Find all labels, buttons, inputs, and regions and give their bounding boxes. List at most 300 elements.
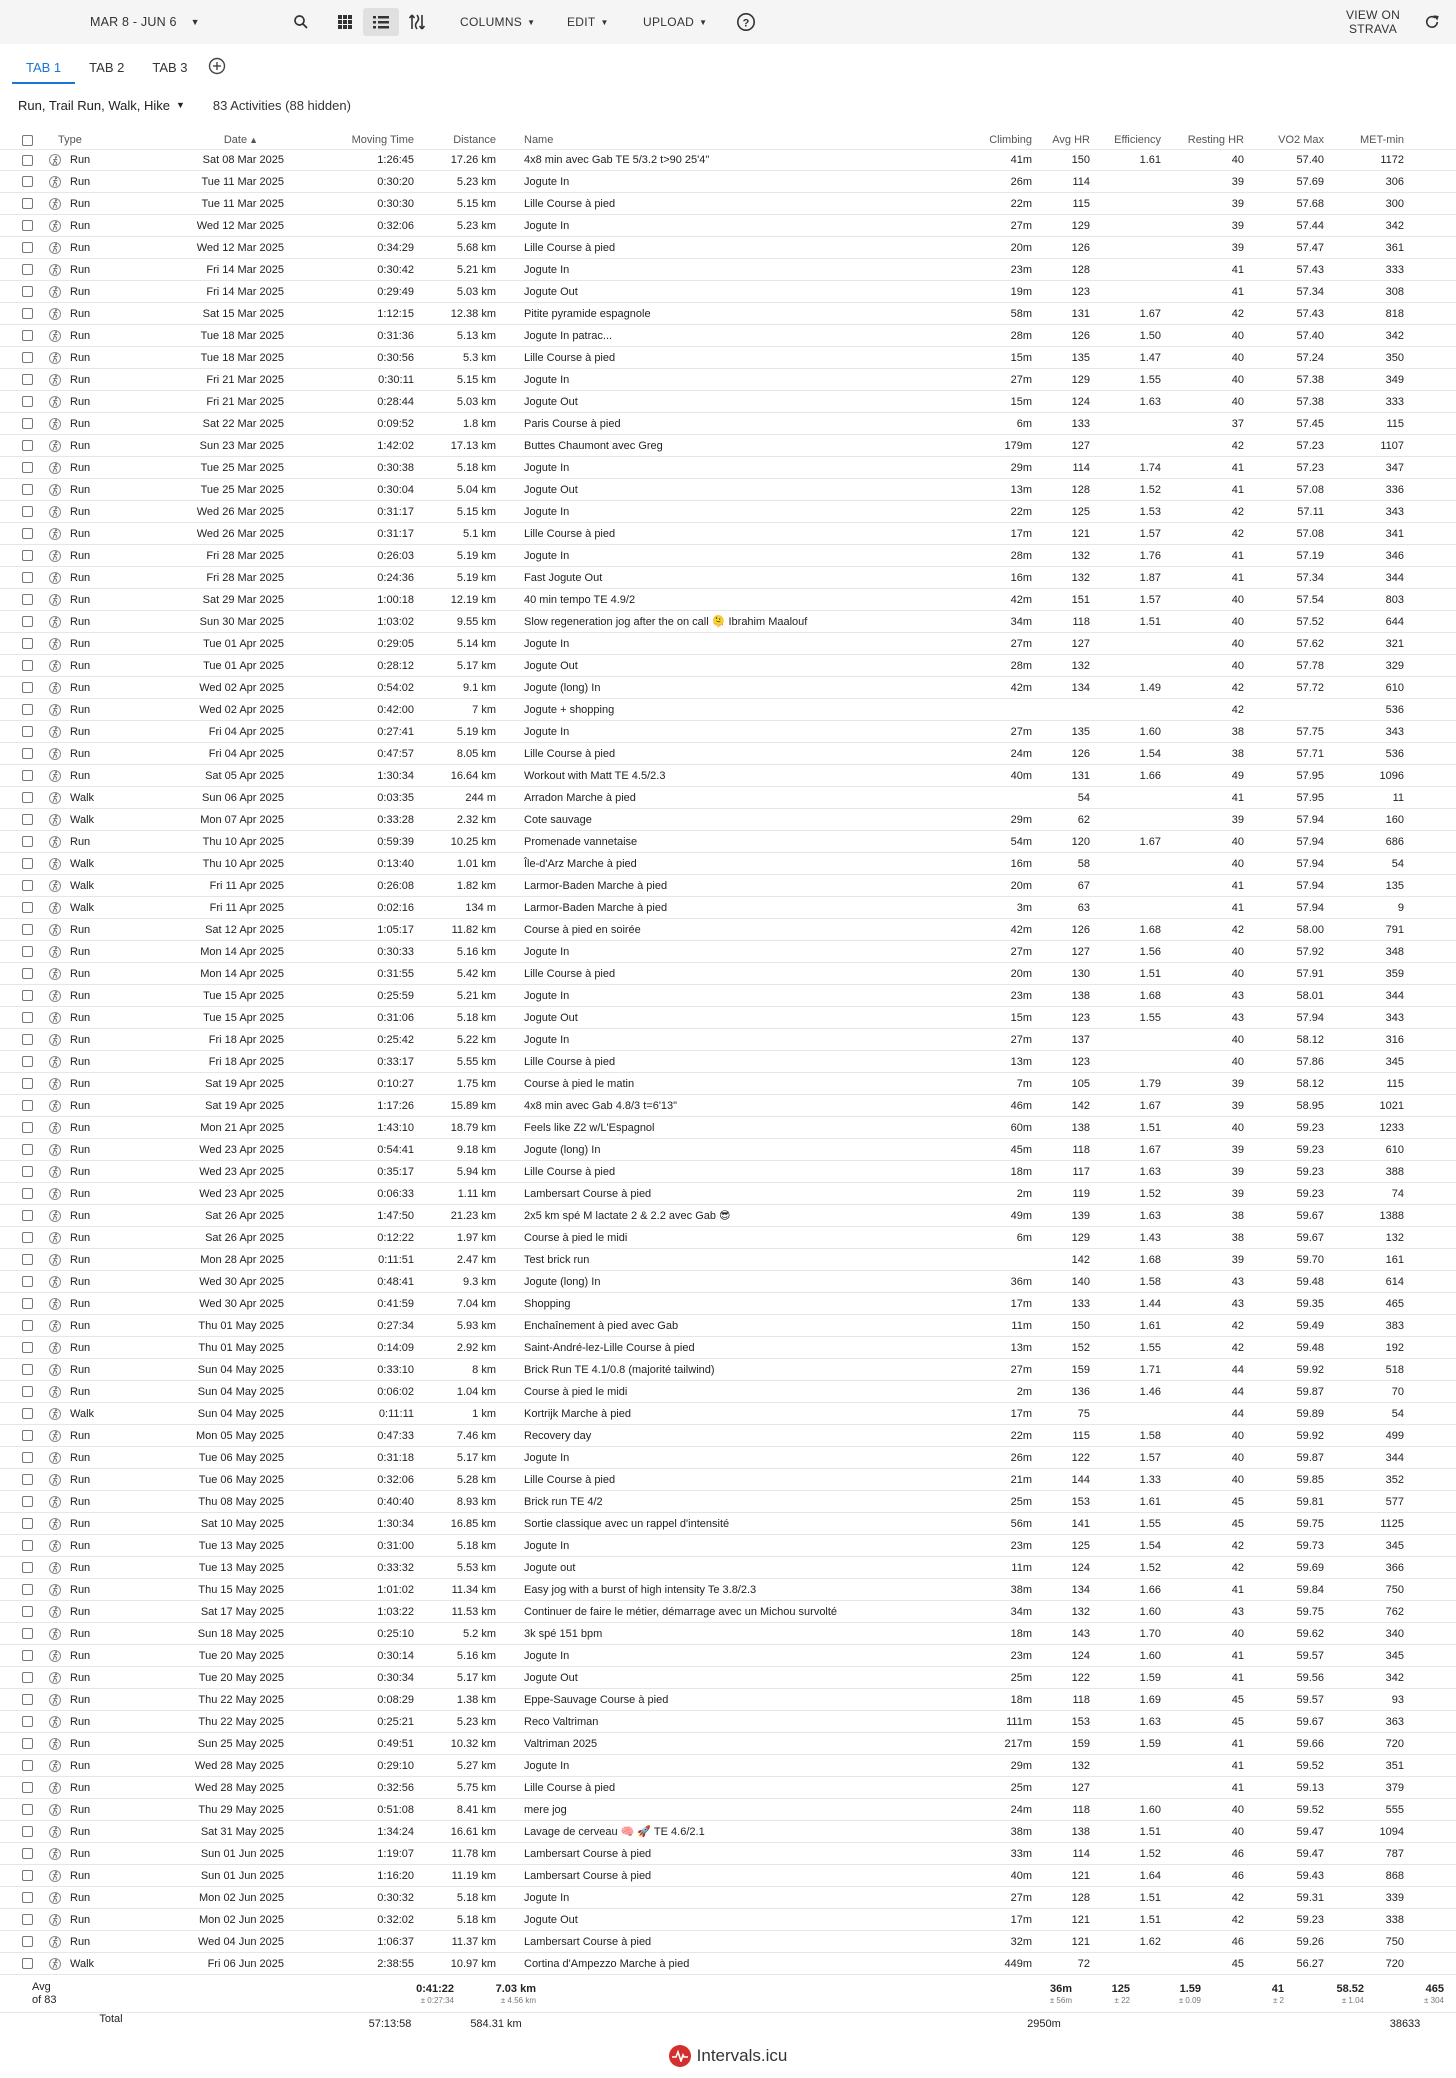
activity-name[interactable]: Buttes Chaumont avec Greg <box>524 439 663 452</box>
row-checkbox[interactable] <box>22 880 33 891</box>
compare-view-button[interactable] <box>399 8 435 36</box>
activity-name[interactable]: 4x8 min avec Gab 4.8/3 t=6'13" <box>524 1099 678 1112</box>
row-checkbox[interactable] <box>22 1892 33 1903</box>
table-row[interactable] <box>0 743 1456 765</box>
table-row[interactable] <box>0 1601 1456 1623</box>
row-checkbox[interactable] <box>22 1628 33 1639</box>
row-checkbox[interactable] <box>22 330 33 341</box>
row-checkbox[interactable] <box>22 1518 33 1529</box>
tab-1[interactable]: TAB 1 <box>12 52 75 84</box>
row-checkbox[interactable] <box>22 1782 33 1793</box>
table-row[interactable] <box>0 457 1456 479</box>
row-checkbox[interactable] <box>22 1298 33 1309</box>
activity-name[interactable]: Jogute (long) In <box>524 1143 601 1156</box>
climbing: 18m <box>1010 1165 1032 1178</box>
select-all-checkbox[interactable] <box>22 135 33 146</box>
row-checkbox[interactable] <box>22 792 33 803</box>
activity-name[interactable]: Lille Course à pied <box>524 1473 616 1486</box>
activity-name[interactable]: Jogute In <box>524 219 570 232</box>
activity-name[interactable]: 3k spé 151 bpm <box>524 1627 603 1640</box>
row-checkbox[interactable] <box>22 1540 33 1551</box>
table-row[interactable] <box>0 787 1456 809</box>
activity-name[interactable]: Jogute In <box>524 725 570 738</box>
table-row[interactable] <box>0 1887 1456 1909</box>
row-checkbox[interactable] <box>22 374 33 385</box>
activity-name[interactable]: Jogute + shopping <box>524 703 615 716</box>
col-climbing[interactable]: Climbing <box>989 134 1032 146</box>
row-checkbox[interactable] <box>22 726 33 737</box>
activity-name[interactable]: Lille Course à pied <box>524 351 616 364</box>
row-checkbox[interactable] <box>22 1694 33 1705</box>
table-row[interactable] <box>0 1007 1456 1029</box>
row-checkbox[interactable] <box>22 1936 33 1947</box>
activity-name[interactable]: Jogute In <box>524 1451 570 1464</box>
row-checkbox[interactable] <box>22 264 33 275</box>
table-row[interactable] <box>0 1161 1456 1183</box>
row-checkbox[interactable] <box>22 1408 33 1419</box>
activity-name[interactable]: Lille Course à pied <box>524 1055 616 1068</box>
view-on-strava-button[interactable] <box>1340 0 1406 44</box>
col-resting-hr[interactable]: Resting HR <box>1187 134 1244 146</box>
col-type[interactable]: Type <box>58 134 82 146</box>
row-checkbox[interactable] <box>22 1430 33 1441</box>
row-checkbox[interactable] <box>22 682 33 693</box>
table-row[interactable] <box>0 1205 1456 1227</box>
row-checkbox[interactable] <box>22 1364 33 1375</box>
chevron-down-icon[interactable]: ▼ <box>175 100 185 110</box>
table-row[interactable] <box>0 545 1456 567</box>
row-checkbox[interactable] <box>22 1650 33 1661</box>
row-checkbox[interactable] <box>22 836 33 847</box>
activity-name[interactable]: Recovery day <box>524 1429 592 1442</box>
activity-name[interactable]: Lille Course à pied <box>524 967 616 980</box>
table-row[interactable] <box>0 1227 1456 1249</box>
table-row[interactable] <box>0 633 1456 655</box>
table-row[interactable] <box>0 479 1456 501</box>
activity-name[interactable]: Jogute In <box>524 505 570 518</box>
row-checkbox[interactable] <box>22 1210 33 1221</box>
activity-name[interactable]: Cortina d'Ampezzo Marche à pied <box>524 1957 690 1970</box>
row-checkbox[interactable] <box>22 594 33 605</box>
activity-date: Sat 05 Apr 2025 <box>205 769 284 782</box>
activity-name[interactable]: Lavage de cerveau 🧠 🚀 TE 4.6/2.1 <box>524 1826 705 1838</box>
activity-name[interactable]: Jogute Out <box>524 1913 578 1926</box>
table-row[interactable] <box>0 171 1456 193</box>
row-checkbox[interactable] <box>22 902 33 913</box>
table-row[interactable] <box>0 677 1456 699</box>
activity-name[interactable]: Lille Course à pied <box>524 241 616 254</box>
activity-name[interactable]: Lambersart Course à pied <box>524 1847 652 1860</box>
add-circle-icon <box>208 57 226 75</box>
row-checkbox[interactable] <box>22 1012 33 1023</box>
row-checkbox[interactable] <box>22 528 33 539</box>
row-checkbox[interactable] <box>22 1342 33 1353</box>
col-efficiency[interactable]: Efficiency <box>1114 134 1161 146</box>
table-row[interactable] <box>0 501 1456 523</box>
activity-name[interactable]: Jogute In <box>524 461 570 474</box>
table-row[interactable] <box>0 567 1456 589</box>
col-vo2max[interactable]: VO2 Max <box>1278 134 1324 146</box>
row-checkbox[interactable] <box>22 1496 33 1507</box>
activity-name[interactable]: Jogute In <box>524 989 570 1002</box>
row-checkbox[interactable] <box>22 858 33 869</box>
activity-name[interactable]: Arradon Marche à pied <box>524 791 636 804</box>
row-checkbox[interactable] <box>22 638 33 649</box>
row-checkbox[interactable] <box>22 1716 33 1727</box>
table-row[interactable] <box>0 1865 1456 1887</box>
row-checkbox[interactable] <box>22 1738 33 1749</box>
table-row[interactable] <box>0 1139 1456 1161</box>
table-row[interactable] <box>0 1315 1456 1337</box>
table-row[interactable] <box>0 589 1456 611</box>
row-checkbox[interactable] <box>22 1870 33 1881</box>
table-row[interactable] <box>0 1447 1456 1469</box>
activity-name[interactable]: Jogute Out <box>524 1011 578 1024</box>
row-checkbox[interactable] <box>22 968 33 979</box>
table-row[interactable] <box>0 413 1456 435</box>
activity-name[interactable]: Lille Course à pied <box>524 197 616 210</box>
table-row[interactable] <box>0 193 1456 215</box>
col-distance[interactable]: Distance <box>453 134 496 146</box>
row-checkbox[interactable] <box>22 198 33 209</box>
table-row[interactable] <box>0 1821 1456 1843</box>
col-name[interactable]: Name <box>524 134 554 146</box>
avg-hr: 63 <box>1077 901 1090 914</box>
row-checkbox[interactable] <box>22 1914 33 1925</box>
add-tab-button[interactable] <box>202 52 232 80</box>
activity-date: Wed 04 Jun 2025 <box>197 1935 284 1948</box>
activity-name[interactable]: Sortie classique avec un rappel d'intensité <box>524 1517 730 1530</box>
activity-name[interactable]: Jogute In <box>524 1759 570 1772</box>
activity-name[interactable]: Paris Course à pied <box>524 417 621 430</box>
activity-name[interactable]: Enchaînement à pied avec Gab <box>524 1319 679 1332</box>
activity-name[interactable]: Jogute In <box>524 549 570 562</box>
activity-name[interactable]: Lille Course à pied <box>524 527 616 540</box>
table-row[interactable] <box>0 1491 1456 1513</box>
activity-name[interactable]: Test brick run <box>524 1253 590 1266</box>
activity-name[interactable]: Jogute In <box>524 1033 570 1046</box>
table-row[interactable] <box>0 1557 1456 1579</box>
table-row[interactable] <box>0 1755 1456 1777</box>
brand-name[interactable]: Intervals.icu <box>696 2046 788 2065</box>
row-checkbox[interactable] <box>22 660 33 671</box>
row-checkbox[interactable] <box>22 396 33 407</box>
activity-name[interactable]: Fast Jogute Out <box>524 571 603 584</box>
activity-icon-cell <box>44 281 66 302</box>
table-row[interactable] <box>0 1293 1456 1315</box>
activity-name[interactable]: Lambersart Course à pied <box>524 1935 652 1948</box>
table-row[interactable] <box>0 523 1456 545</box>
table-row[interactable] <box>0 897 1456 919</box>
row-checkbox[interactable] <box>22 352 33 363</box>
row-checkbox[interactable] <box>22 1606 33 1617</box>
activity-name[interactable]: Brick run TE 4/2 <box>524 1495 603 1508</box>
table-row[interactable] <box>0 1667 1456 1689</box>
table-row[interactable] <box>0 809 1456 831</box>
table-row[interactable] <box>0 963 1456 985</box>
table-row[interactable] <box>0 1799 1456 1821</box>
activity-name[interactable]: Cote sauvage <box>524 813 592 826</box>
row-checkbox[interactable] <box>22 572 33 583</box>
table-row[interactable] <box>0 1183 1456 1205</box>
activity-name[interactable]: Jogute In <box>524 263 570 276</box>
activity-name[interactable]: Lille Course à pied <box>524 1781 616 1794</box>
col-date[interactable] <box>156 131 286 149</box>
activity-name[interactable]: Workout with Matt TE 4.5/2.3 <box>524 769 666 782</box>
table-row[interactable] <box>0 1381 1456 1403</box>
table-row[interactable] <box>0 1689 1456 1711</box>
table-row[interactable] <box>0 1513 1456 1535</box>
activity-name[interactable]: Continuer de faire le métier, démarrage avec un Michou survolté <box>524 1605 838 1618</box>
activity-name[interactable]: Shopping <box>524 1297 571 1310</box>
activity-type: Run <box>70 1737 91 1750</box>
row-checkbox[interactable] <box>22 990 33 1001</box>
activity-name[interactable]: Slow regeneration jog after the on call 🫠 Ibrahim Maalouf <box>524 616 808 628</box>
row-checkbox[interactable] <box>22 1056 33 1067</box>
row-checkbox[interactable] <box>22 946 33 957</box>
table-row[interactable] <box>0 1733 1456 1755</box>
activity-name[interactable]: Course à pied en soirée <box>524 923 641 936</box>
activity-name[interactable]: Jogute Out <box>524 285 578 298</box>
table-row[interactable] <box>0 655 1456 677</box>
activity-name[interactable]: Larmor-Baden Marche à pied <box>524 901 668 914</box>
table-row[interactable] <box>0 831 1456 853</box>
activity-name[interactable]: Kortrijk Marche à pied <box>524 1407 631 1420</box>
activity-name[interactable]: Pitite pyramide espagnole <box>524 307 651 320</box>
table-row[interactable] <box>0 1249 1456 1271</box>
row-checkbox[interactable] <box>22 1078 33 1089</box>
activity-name[interactable]: Lambersart Course à pied <box>524 1869 652 1882</box>
table-row[interactable] <box>0 237 1456 259</box>
table-row[interactable] <box>0 1029 1456 1051</box>
activity-name[interactable]: Jogute In <box>524 175 570 188</box>
vo2max: 57.43 <box>1296 263 1324 276</box>
activity-name[interactable]: Jogute In <box>524 1649 570 1662</box>
resting-hr: 40 <box>1231 1429 1244 1442</box>
row-checkbox[interactable] <box>22 1826 33 1837</box>
row-checkbox[interactable] <box>22 220 33 231</box>
activity-name[interactable]: Lille Course à pied <box>524 747 616 760</box>
table-row[interactable] <box>0 391 1456 413</box>
activity-icon-cell <box>44 1271 66 1292</box>
help-button[interactable] <box>732 0 760 44</box>
row-checkbox[interactable] <box>22 1804 33 1815</box>
edit-menu-button[interactable] <box>567 0 609 44</box>
table-row[interactable] <box>0 1579 1456 1601</box>
table-row[interactable] <box>0 1931 1456 1953</box>
col-moving-time[interactable]: Moving Time <box>351 134 414 146</box>
activity-name[interactable]: Saint-André-lez-Lille Course à pied <box>524 1341 695 1354</box>
row-checkbox[interactable] <box>22 176 33 187</box>
moving-time: 0:30:34 <box>377 1671 414 1684</box>
table-row[interactable] <box>0 1403 1456 1425</box>
activity-name[interactable]: Course à pied le midi <box>524 1385 628 1398</box>
resting-hr: 40 <box>1231 593 1244 606</box>
tab-2[interactable]: TAB 2 <box>89 60 125 75</box>
row-checkbox[interactable] <box>22 1188 33 1199</box>
row-checkbox[interactable] <box>22 418 33 429</box>
table-row[interactable] <box>0 1117 1456 1139</box>
table-row[interactable] <box>0 699 1456 721</box>
table-row[interactable] <box>0 1359 1456 1381</box>
activity-name[interactable]: Jogute Out <box>524 659 578 672</box>
activity-name[interactable]: Jogute Out <box>524 395 578 408</box>
vo2max: 59.81 <box>1296 1495 1324 1508</box>
row-checkbox[interactable] <box>22 1584 33 1595</box>
row-checkbox[interactable] <box>22 1474 33 1485</box>
table-row[interactable] <box>0 985 1456 1007</box>
table-row[interactable] <box>0 369 1456 391</box>
table-row[interactable] <box>0 765 1456 787</box>
activity-name[interactable]: Jogute In <box>524 1891 570 1904</box>
table-row[interactable] <box>0 853 1456 875</box>
table-row[interactable] <box>0 941 1456 963</box>
row-checkbox[interactable] <box>22 1034 33 1045</box>
row-checkbox[interactable] <box>22 1144 33 1155</box>
row-checkbox[interactable] <box>22 770 33 781</box>
row-checkbox[interactable] <box>22 1672 33 1683</box>
activity-name[interactable]: Jogute (long) In <box>524 1275 601 1288</box>
activity-name[interactable]: Jogute In <box>524 637 570 650</box>
row-checkbox[interactable] <box>22 814 33 825</box>
vo2max: 57.23 <box>1296 439 1324 452</box>
table-row[interactable] <box>0 721 1456 743</box>
row-checkbox[interactable] <box>22 1958 33 1969</box>
row-checkbox[interactable] <box>22 462 33 473</box>
activity-name[interactable]: Jogute Out <box>524 1671 578 1684</box>
row-checkbox[interactable] <box>22 1452 33 1463</box>
row-checkbox[interactable] <box>22 1760 33 1771</box>
activity-name[interactable]: Lille Course à pied <box>524 1165 616 1178</box>
row-checkbox[interactable] <box>22 155 33 166</box>
row-checkbox[interactable] <box>22 550 33 561</box>
activity-name[interactable]: Jogute Out <box>524 483 578 496</box>
table-row[interactable] <box>0 1425 1456 1447</box>
activity-name[interactable]: Easy jog with a burst of high intensity Te 3.8/2.3 <box>524 1583 757 1596</box>
table-row[interactable] <box>0 1095 1456 1117</box>
table-row[interactable] <box>0 1645 1456 1667</box>
date-range-selector[interactable] <box>90 0 200 44</box>
distance: 5.19 km <box>456 549 496 562</box>
grid-view-button[interactable] <box>327 8 363 36</box>
table-row[interactable] <box>0 259 1456 281</box>
table-row[interactable] <box>0 611 1456 633</box>
upload-menu-button[interactable] <box>643 0 707 44</box>
table-row[interactable] <box>0 1777 1456 1799</box>
row-checkbox[interactable] <box>22 506 33 517</box>
table-row[interactable] <box>0 919 1456 941</box>
row-checkbox[interactable] <box>22 748 33 759</box>
activity-name[interactable]: 4x8 min avec Gab TE 5/3.2 t>90 25'4" <box>524 154 710 166</box>
columns-menu-button[interactable] <box>460 0 535 44</box>
activity-name[interactable]: Jogute (long) In <box>524 681 601 694</box>
activity-name[interactable]: Valtriman 2025 <box>524 1737 598 1750</box>
table-row[interactable] <box>0 1337 1456 1359</box>
row-checkbox[interactable] <box>22 616 33 627</box>
table-row[interactable] <box>0 303 1456 325</box>
table-row[interactable] <box>0 875 1456 897</box>
row-checkbox[interactable] <box>22 1320 33 1331</box>
activity-name[interactable]: Eppe-Sauvage Course à pied <box>524 1693 669 1706</box>
activity-name[interactable]: Jogute In <box>524 945 570 958</box>
activity-type-filter[interactable]: Run, Trail Run, Walk, Hike <box>18 97 170 113</box>
activity-name[interactable]: Promenade vannetaise <box>524 835 638 848</box>
search-button[interactable] <box>287 0 315 44</box>
refresh-button[interactable] <box>1418 0 1446 44</box>
activity-name[interactable]: Reco Valtriman <box>524 1715 599 1728</box>
activity-name[interactable]: Feels like Z2 w/L'Espagnol <box>524 1121 655 1134</box>
table-row[interactable] <box>0 1535 1456 1557</box>
row-checkbox[interactable] <box>22 1100 33 1111</box>
table-row[interactable] <box>0 1711 1456 1733</box>
row-checkbox[interactable] <box>22 704 33 715</box>
table-row[interactable] <box>0 1051 1456 1073</box>
row-checkbox[interactable] <box>22 1122 33 1133</box>
row-checkbox[interactable] <box>22 242 33 253</box>
activity-name[interactable]: 2x5 km spé M lactate 2 & 2.2 avec Gab 😎 <box>524 1210 731 1222</box>
table-row[interactable] <box>0 149 1456 171</box>
row-checkbox[interactable] <box>22 1276 33 1287</box>
row-checkbox[interactable] <box>22 1254 33 1265</box>
row-select-cell <box>0 1095 44 1116</box>
activity-name[interactable]: Jogute In <box>524 1539 570 1552</box>
col-met-min[interactable]: MET-min <box>1360 134 1404 146</box>
activity-name[interactable]: Île-d'Arz Marche à pied <box>524 857 637 870</box>
row-checkbox[interactable] <box>22 1232 33 1243</box>
table-row[interactable] <box>0 1271 1456 1293</box>
activity-name[interactable]: Larmor-Baden Marche à pied <box>524 879 668 892</box>
row-checkbox[interactable] <box>22 1386 33 1397</box>
activity-name[interactable]: mere jog <box>524 1803 567 1816</box>
row-checkbox[interactable] <box>22 440 33 451</box>
table-row[interactable] <box>0 1469 1456 1491</box>
table-row[interactable] <box>0 215 1456 237</box>
table-row[interactable] <box>0 1909 1456 1931</box>
list-view-button[interactable] <box>363 8 399 36</box>
activity-name[interactable]: Jogute In patrac... <box>524 329 613 342</box>
table-row[interactable] <box>0 325 1456 347</box>
row-checkbox[interactable] <box>22 1166 33 1177</box>
row-checkbox[interactable] <box>22 308 33 319</box>
table-row[interactable] <box>0 1953 1456 1975</box>
table-row[interactable] <box>0 435 1456 457</box>
activity-date: Wed 28 May 2025 <box>194 1781 284 1794</box>
row-checkbox[interactable] <box>22 286 33 297</box>
row-select-cell <box>0 391 44 412</box>
activity-icon-cell <box>44 853 66 874</box>
table-row[interactable] <box>0 1843 1456 1865</box>
table-row[interactable] <box>0 1623 1456 1645</box>
row-checkbox[interactable] <box>22 924 33 935</box>
run-icon <box>49 1056 61 1068</box>
tab-3[interactable]: TAB 3 <box>152 60 188 75</box>
row-checkbox[interactable] <box>22 484 33 495</box>
activity-icon-cell <box>44 1381 66 1402</box>
activity-name[interactable]: Jogute In <box>524 373 570 386</box>
activity-name[interactable]: 40 min tempo TE 4.9/2 <box>524 593 636 606</box>
table-row[interactable] <box>0 1073 1456 1095</box>
activity-name[interactable]: Jogute out <box>524 1561 576 1574</box>
activity-name[interactable]: Course à pied le midi <box>524 1231 628 1244</box>
col-avg-hr[interactable]: Avg HR <box>1052 134 1090 146</box>
row-checkbox[interactable] <box>22 1848 33 1859</box>
activity-name[interactable]: Brick Run TE 4.1/0.8 (majorité tailwind) <box>524 1363 715 1376</box>
activity-name[interactable]: Lambersart Course à pied <box>524 1187 652 1200</box>
row-checkbox[interactable] <box>22 1562 33 1573</box>
table-row[interactable] <box>0 281 1456 303</box>
activity-name[interactable]: Course à pied le matin <box>524 1077 635 1090</box>
table-row[interactable] <box>0 347 1456 369</box>
